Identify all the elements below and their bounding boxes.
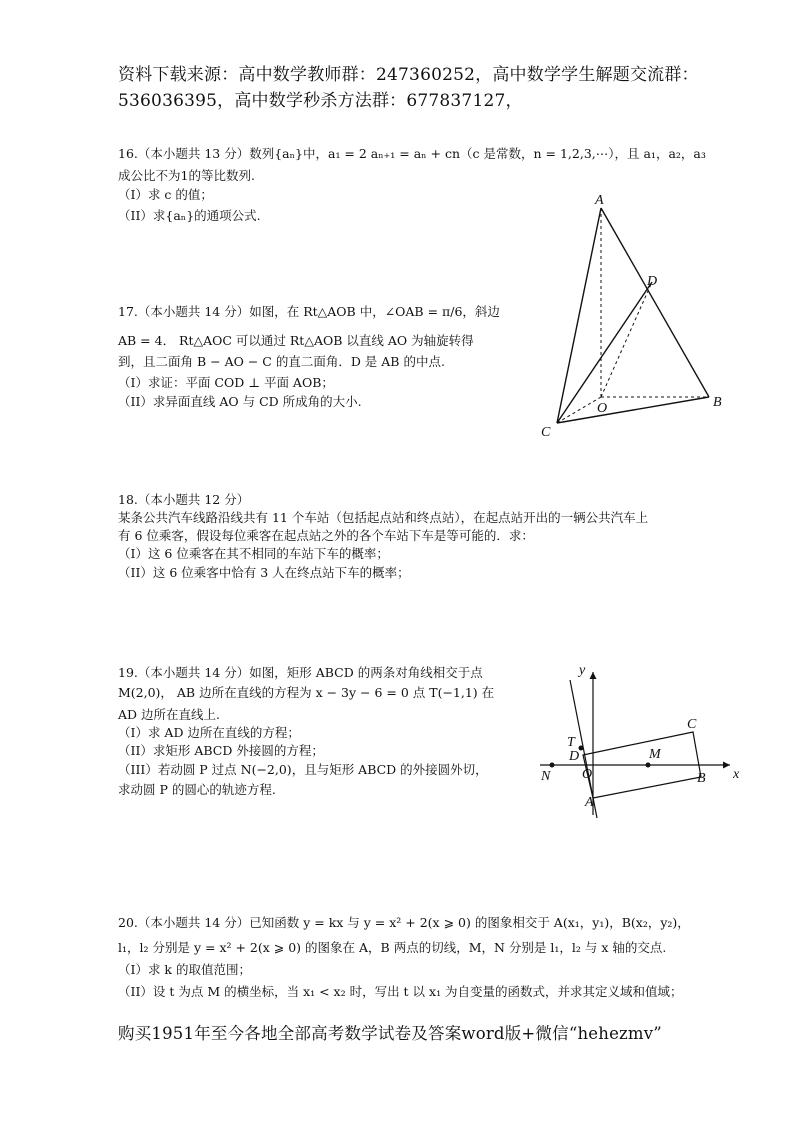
label-n: N [541,769,551,784]
point-n [550,763,555,768]
label-b: B [713,395,722,410]
q19-line-1: 19.（本小题共 14 分）如图，矩形 ABCD 的两条对角线相交于点 [118,665,483,680]
q18-line-5: （II）这 6 位乘客中恰有 3 人在终点站下车的概率； [118,565,410,580]
label-d: D [647,274,658,289]
q17-line-5: （II）求异面直线 AO 与 CD 所成角的大小. [118,394,362,409]
q18-line-3: 有 6 位乘客，假设每位乘客在起点站之外的各个车站下车是等可能的．求： [118,528,534,543]
q19-line-4: （I）求 AD 边所在直线的方程； [118,725,300,740]
q20-line-4: （II）设 t 为点 M 的横坐标，当 x₁ < x₂ 时，写出 t 以 x₁ 为自变量的函数式，并求其定义域和值域； [118,984,683,999]
q17-figure [535,190,735,445]
q19-figure [535,660,750,820]
q19-line-6: （III）若动圆 P 过点 N(−2,0)，且与矩形 ABCD 的外接圆外切， [118,762,488,777]
label-a: A [585,795,594,810]
diagonal-db [583,755,701,777]
q16-line-2: 成公比不为1的等比数列. [118,168,255,183]
q19-line-7: 求动圆 P 的圆心的轨迹方程. [118,782,276,797]
q16-line-4: （II）求{aₙ}的通项公式. [118,208,261,223]
point-m [646,763,651,768]
q19-line-3: AD 边所在直线上. [118,707,220,722]
label-c: C [687,717,697,732]
edge-ab [601,208,709,397]
label-a: A [595,193,604,208]
label-m: M [649,747,661,762]
q18-line-4: （I）这 6 位乘客在其不相同的车站下车的概率； [118,546,389,561]
q19-line-5: （II）求矩形 ABCD 外接圆的方程； [118,743,324,758]
q19-line-2: M(2,0)， AB 边所在直线的方程为 x − 3y − 6 = 0 点 T(−1,1) 在 [118,685,495,700]
q16-line-3: （I）求 c 的值； [118,187,213,202]
label-b: B [697,771,706,786]
q17-line-3: 到，且二面角 B − AO − C 的直二面角．D 是 AB 的中点. [118,354,445,369]
label-x: x [733,767,740,782]
label-y: y [579,663,586,678]
label-o: O [597,401,608,416]
label-c: C [541,425,551,440]
q18-line-2: 某条公共汽车线路沿线共有 11 个车站（包括起点站和终点站），在起点站开出的一辆公共汽车上 [118,510,649,525]
q20-line-3: （I）求 k 的取值范围； [118,962,251,977]
q16-line-1: 16.（本小题共 13 分）数列{aₙ}中，a₁ = 2 aₙ₊₁ = aₙ + cn（c 是常数，n = 1,2,3,⋯），且 a₁，a₂，a₃ [118,146,706,161]
point-t [579,746,584,751]
label-d: D [569,749,580,764]
header-line-2: 536036395，高中数学秒杀方法群：677837127， [118,91,523,111]
edge-od [601,282,652,397]
q20-line-2: l₁，l₂ 分别是 y = x² + 2(x ⩾ 0) 的图象在 A，B 两点的切线，M，N 分别是 l₁，l₂ 与 x 轴的交点. [118,940,667,955]
footer-ad: 购买1951年至今各地全部高考数学试卷及答案word版+微信“hehezmv” [118,1024,662,1043]
q17-line-4: （I）求证：平面 COD ⊥ 平面 AOB； [118,375,334,390]
q17-line-1: 17.（本小题共 14 分）如图，在 Rt△AOB 中，∠OAB = π/6，斜边 [118,304,500,319]
q18-line-1: 18.（本小题共 12 分） [118,492,250,507]
label-t: T [567,735,575,750]
label-o: O [582,767,593,782]
header-line-1: 资料下载来源：高中数学教师群：247360252，高中数学学生解题交流群： [118,65,699,85]
q20-line-1: 20.（本小题共 14 分）已知函数 y = kx 与 y = x² + 2(x ⩾ 0) 的图象相交于 A(x₁，y₁)，B(x₂，y₂)， [118,915,690,930]
q17-line-2: AB = 4． Rt△AOC 可以通过 Rt△AOB 以直线 AO 为轴旋转得 [118,333,474,348]
